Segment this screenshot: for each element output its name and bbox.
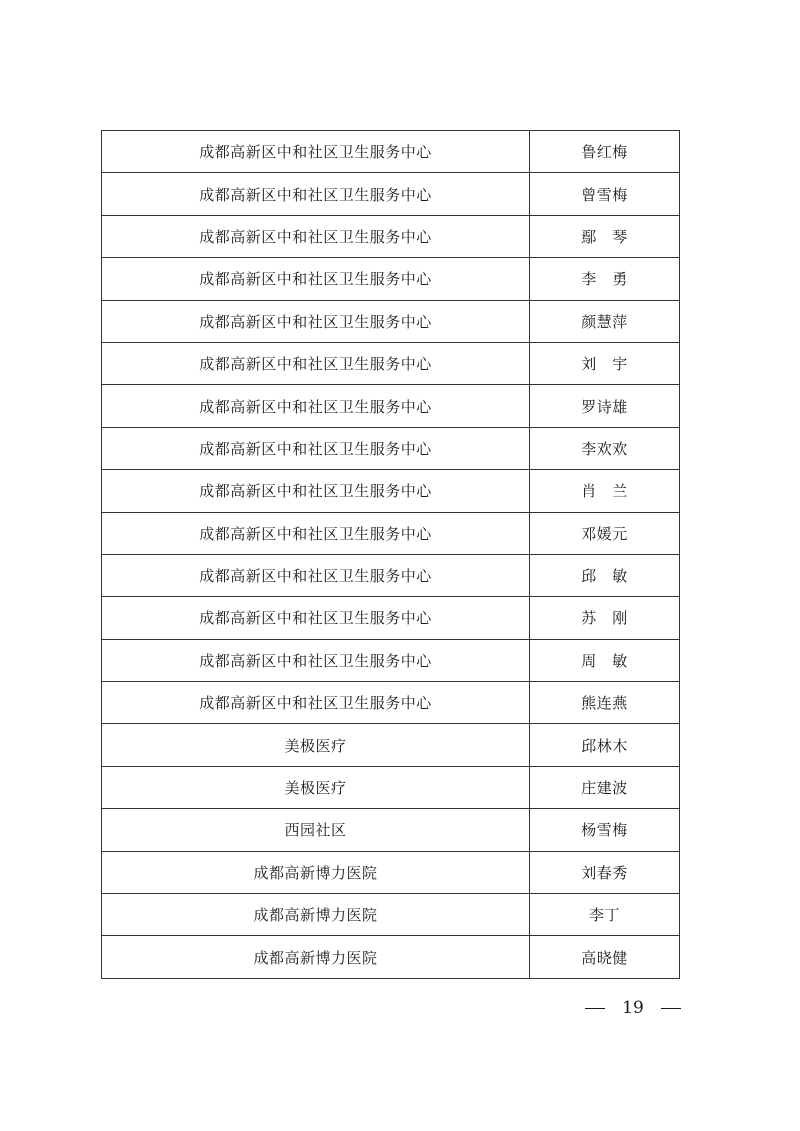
- unit-cell: 美极医疗: [102, 724, 530, 766]
- unit-cell: 成都高新区中和社区卫生服务中心: [102, 215, 530, 257]
- person-cell: 邓媛元: [530, 512, 680, 554]
- unit-cell: 成都高新区中和社区卫生服务中心: [102, 470, 530, 512]
- table-row: [102, 258, 680, 300]
- footer-dash-left: [585, 1008, 605, 1009]
- table-row: [102, 300, 680, 342]
- table-row: [102, 639, 680, 681]
- table-row: [102, 682, 680, 724]
- footer-dash-right: [661, 1008, 681, 1009]
- table-row: [102, 936, 680, 978]
- person-cell: 颜慧萍: [530, 300, 680, 342]
- unit-cell: 成都高新区中和社区卫生服务中心: [102, 300, 530, 342]
- person-cell: 罗诗雄: [530, 385, 680, 427]
- person-cell: 庄建波: [530, 766, 680, 808]
- unit-cell: 成都高新博力医院: [102, 936, 530, 978]
- table-row: [102, 131, 680, 173]
- person-cell: 刘春秀: [530, 851, 680, 893]
- table-row: [102, 470, 680, 512]
- person-cell: 熊连燕: [530, 682, 680, 724]
- unit-cell: 成都高新博力医院: [102, 894, 530, 936]
- page-number: 19: [622, 998, 644, 1018]
- table-row: [102, 851, 680, 893]
- unit-cell: 成都高新区中和社区卫生服务中心: [102, 682, 530, 724]
- person-cell: 邱林木: [530, 724, 680, 766]
- unit-cell: 西园社区: [102, 809, 530, 851]
- person-cell: 苏 刚: [530, 597, 680, 639]
- unit-cell: 成都高新博力医院: [102, 851, 530, 893]
- table-row: [102, 342, 680, 384]
- table-row: [102, 385, 680, 427]
- unit-cell: 成都高新区中和社区卫生服务中心: [102, 385, 530, 427]
- person-cell: 曾雪梅: [530, 173, 680, 215]
- unit-cell: 成都高新区中和社区卫生服务中心: [102, 427, 530, 469]
- table-row: [102, 554, 680, 596]
- person-cell: 高晓健: [530, 936, 680, 978]
- person-cell: 鲁红梅: [530, 131, 680, 173]
- person-cell: 肖 兰: [530, 470, 680, 512]
- roster-body: [102, 131, 680, 979]
- table-row: [102, 215, 680, 257]
- unit-cell: 成都高新区中和社区卫生服务中心: [102, 639, 530, 681]
- unit-cell: 成都高新区中和社区卫生服务中心: [102, 258, 530, 300]
- table-row: [102, 427, 680, 469]
- person-cell: 杨雪梅: [530, 809, 680, 851]
- person-cell: 鄢 琴: [530, 215, 680, 257]
- roster-table: [101, 130, 680, 979]
- table-row: [102, 597, 680, 639]
- person-cell: 李丁: [530, 894, 680, 936]
- unit-cell: 美极医疗: [102, 766, 530, 808]
- table-row: [102, 894, 680, 936]
- table-row: [102, 724, 680, 766]
- unit-cell: 成都高新区中和社区卫生服务中心: [102, 173, 530, 215]
- table-row: [102, 173, 680, 215]
- page-footer: [585, 995, 681, 1021]
- person-cell: 李欢欢: [530, 427, 680, 469]
- person-cell: 邱 敏: [530, 554, 680, 596]
- table-row: [102, 766, 680, 808]
- table-row: [102, 512, 680, 554]
- unit-cell: 成都高新区中和社区卫生服务中心: [102, 131, 530, 173]
- person-cell: 周 敏: [530, 639, 680, 681]
- person-cell: 李 勇: [530, 258, 680, 300]
- unit-cell: 成都高新区中和社区卫生服务中心: [102, 597, 530, 639]
- table-row: [102, 809, 680, 851]
- unit-cell: 成都高新区中和社区卫生服务中心: [102, 554, 530, 596]
- person-cell: 刘 宇: [530, 342, 680, 384]
- unit-cell: 成都高新区中和社区卫生服务中心: [102, 512, 530, 554]
- unit-cell: 成都高新区中和社区卫生服务中心: [102, 342, 530, 384]
